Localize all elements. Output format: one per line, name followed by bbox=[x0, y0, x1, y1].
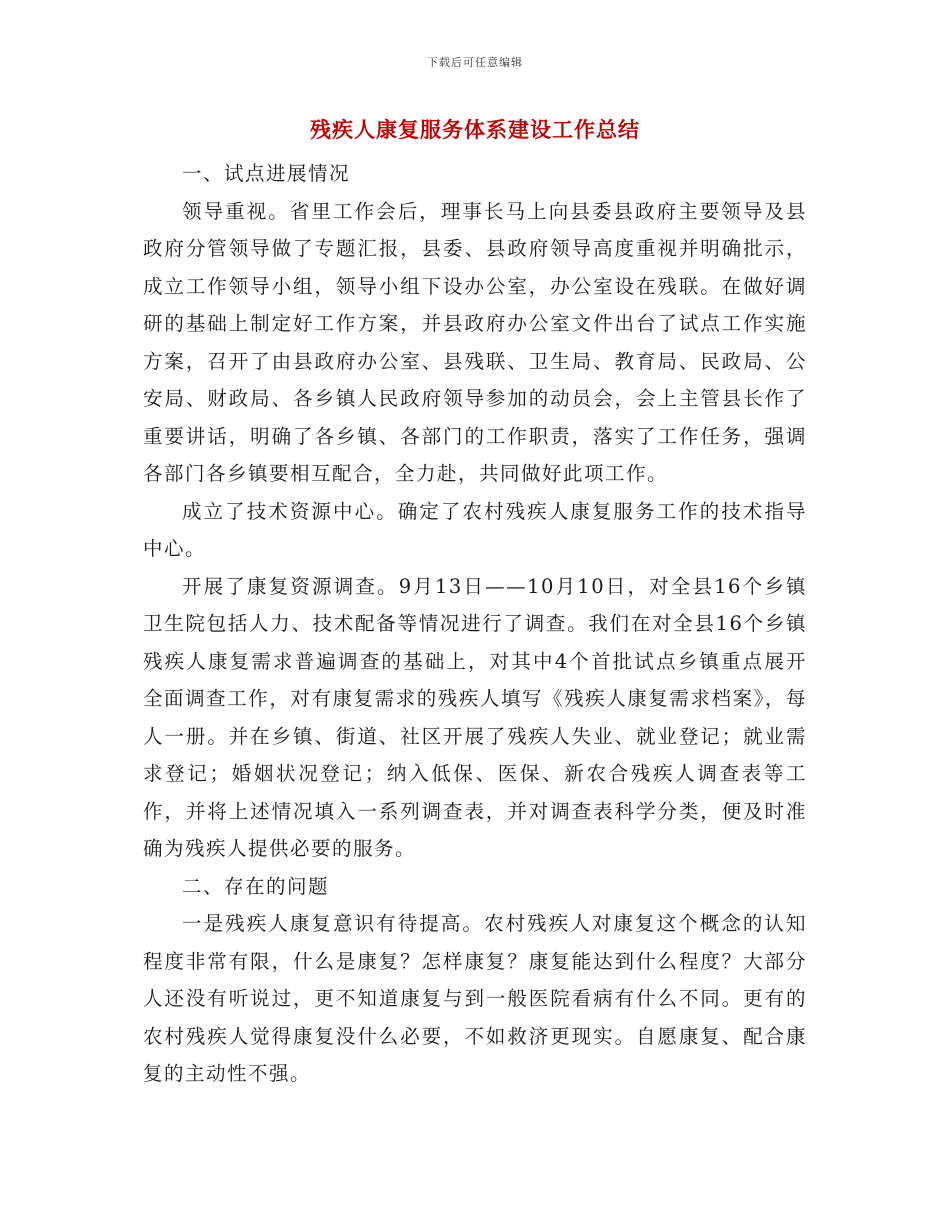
paragraph-resource-center: 成立了技术资源中心。确定了农村残疾人康复服务工作的技术指导中心。 bbox=[143, 499, 807, 560]
paragraph-leadership: 领导重视。省里工作会后，理事长马上向县委县政府主要领导及县政府分管领导做了专题汇报，县委、县政府领导高度重视并明确批示，成立工作领导小组，领导小组下设办公室，办公室设在残联。在做好调研的基础上制定好工作方案，并县政府办公室文件出台了试点工作实施方案，召开了由县政府办公室、县残联、卫生局、教育局、民政局、公安局、财政局、各乡镇人民政府领导参加的动员会，会上主管县长作了重要讲话，明确了各乡镇、各部门的工作职责，落实了工作任务，强调各部门各乡镇要相互配合，全力赴，共同做好此项工作。 bbox=[143, 199, 807, 485]
section-heading-problems: 二、存在的问题 bbox=[182, 874, 330, 898]
document-title: 残疾人康复服务体系建设工作总结 bbox=[310, 117, 640, 142]
paragraph-awareness: 一是残疾人康复意识有待提高。农村残疾人对康复这个概念的认知程度非常有限，什么是康复？怎样康复？康复能达到什么程度？大部分人还没有听说过，更不知道康复与到一般医院看病有什么不同。更有的农村残疾人觉得康复没什么必要，不如救济更现实。自愿康复、配合康复的主动性不强。 bbox=[143, 912, 807, 1085]
paragraph-resource-survey: 开展了康复资源调查。9月13日——10月10日，对全县16个乡镇卫生院包括人力、技术配备等情况进行了调查。我们在对全县16个乡镇残疾人康复需求普遍调查的基础上，对其中4个首批试点乡镇重点展开全面调查工作，对有康复需求的残疾人填写《残疾人康复需求档案》，每人一册。并在乡镇、街道、社区开展了残疾人失业、就业登记；就业需求登记；婚姻状况登记；纳入低保、医保、新农合残疾人调查表等工作，并将上述情况填入一系列调查表，并对调查表科学分类，便及时准确为残疾人提供必要的服务。 bbox=[143, 574, 807, 860]
header-note: 下载后可任意编辑 bbox=[427, 56, 523, 69]
section-heading-progress: 一、试点进展情况 bbox=[182, 162, 351, 185]
document-body bbox=[143, 155, 807, 1093]
